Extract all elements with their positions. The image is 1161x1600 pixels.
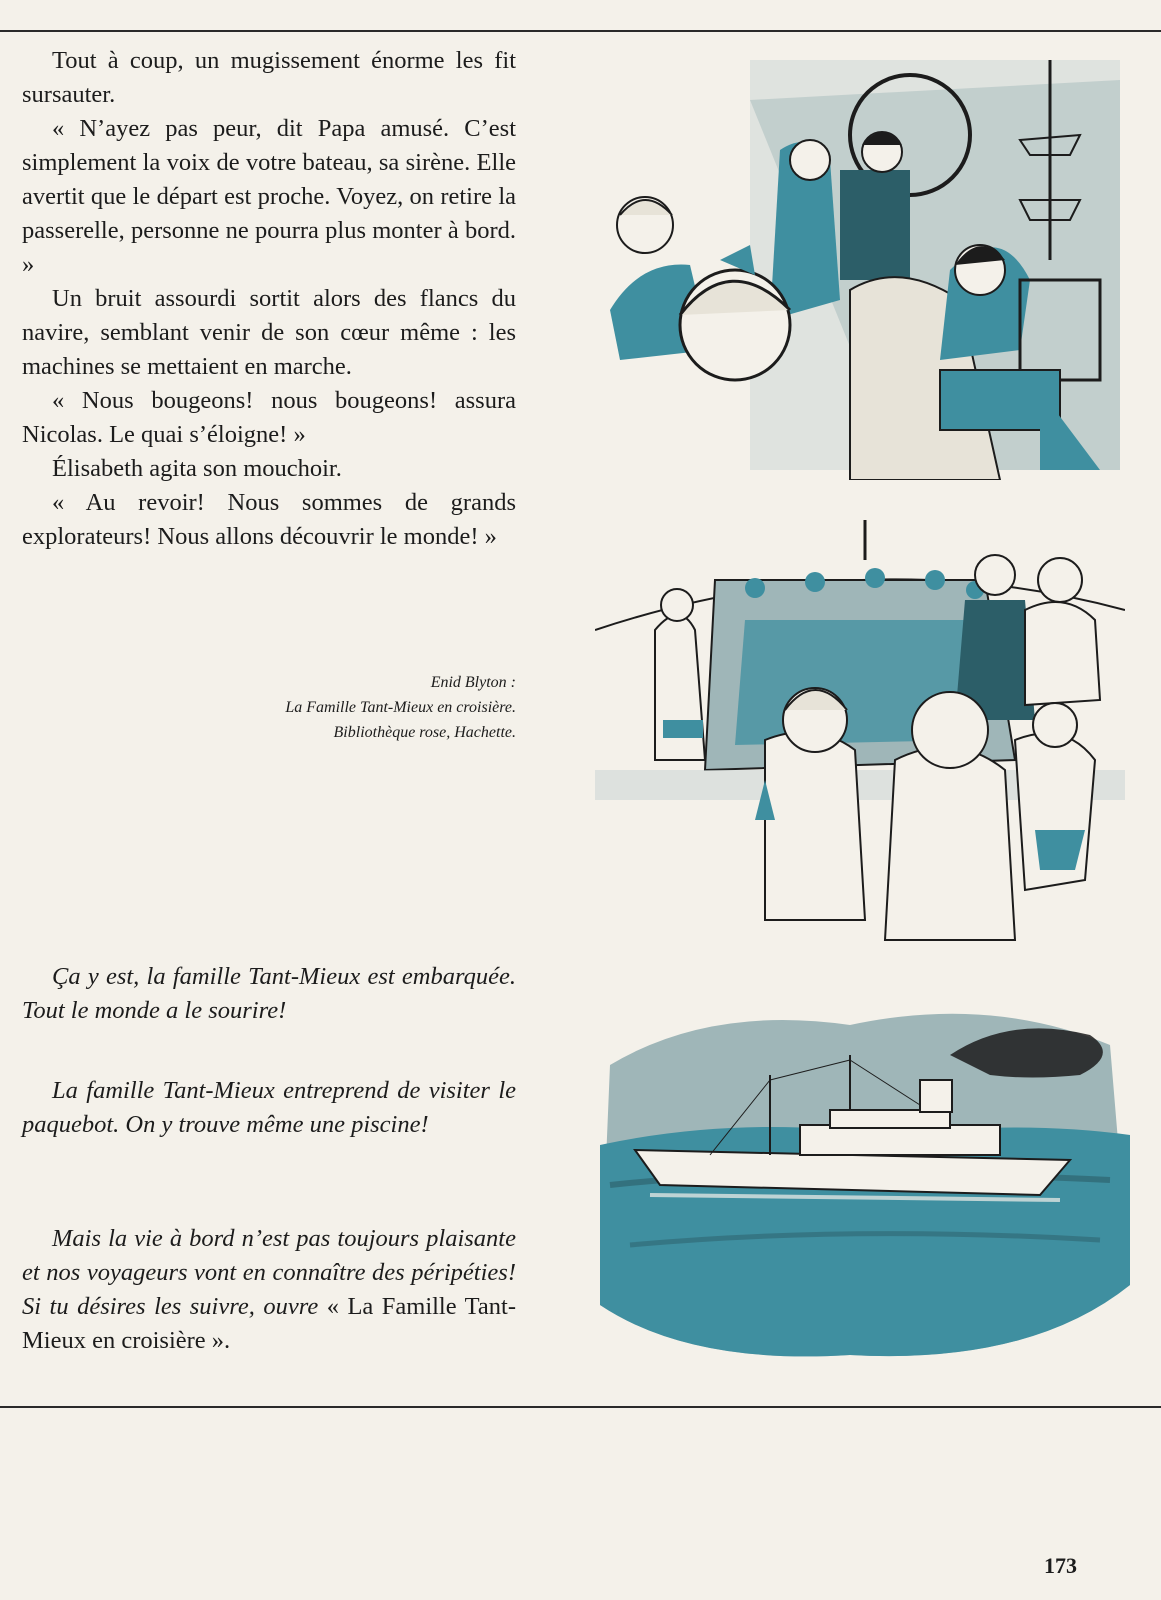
summary-visit	[22, 1074, 516, 1142]
story-text	[22, 44, 516, 554]
summary-invitation	[22, 1222, 516, 1358]
summary-invitation-title: « La Famille Tant-Mieux en croisière ».	[22, 1293, 516, 1354]
illustration-ship-pool	[595, 520, 1125, 960]
summary-invitation-italic: Mais la vie à bord n’est pas toujours plaisante et nos voyageurs vont en connaître des péripéties! Si tu désires les suivre, ouvre	[22, 1225, 516, 1320]
summary-embarked-text: Ça y est, la famille Tant-Mieux est embarquée. Tout le monde a le sourire!	[22, 963, 516, 1024]
story-paragraph-5: Élisabeth agita son mouchoir.	[52, 455, 342, 482]
story-paragraph-4: « Nous bougeons! nous bougeons! assura Nicolas. Le quai s’éloigne! »	[22, 387, 516, 448]
story-paragraph-6: « Au revoir! Nous sommes de grands explorateurs! Nous allons découvrir le monde! »	[22, 489, 516, 550]
story-paragraph-2: « N’ayez pas peur, dit Papa amusé. C’est simplement la voix de votre bateau, sa sirène. Elle avertit que le départ est proche. Voyez, on retire la passerelle, personne ne pourra plus monter à bord. »	[22, 115, 516, 278]
citation-publisher: Bibliothèque rose, Hachette.	[333, 724, 516, 741]
citation-author: Enid Blyton :	[430, 674, 516, 691]
story-paragraph-1: Tout à coup, un mugissement énorme les fit sursauter.	[22, 47, 516, 108]
story-paragraph-3: Un bruit assourdi sortit alors des flancs du navire, semblant venir de son cœur même : les machines se mettaient en marche.	[22, 285, 516, 380]
bottom-rule	[0, 1406, 1161, 1408]
citation	[120, 670, 516, 745]
summary-visit-text: La famille Tant-Mieux entreprend de visiter le paquebot. On y trouve même une piscine!	[22, 1077, 516, 1138]
illustration-deck-family	[600, 60, 1120, 480]
page-number: 173	[1044, 1553, 1077, 1578]
summary-embarked	[22, 960, 516, 1028]
citation-title: La Famille Tant-Mieux en croisière.	[285, 699, 516, 716]
top-rule	[0, 30, 1161, 32]
illustration-liner-at-sea	[590, 985, 1135, 1370]
